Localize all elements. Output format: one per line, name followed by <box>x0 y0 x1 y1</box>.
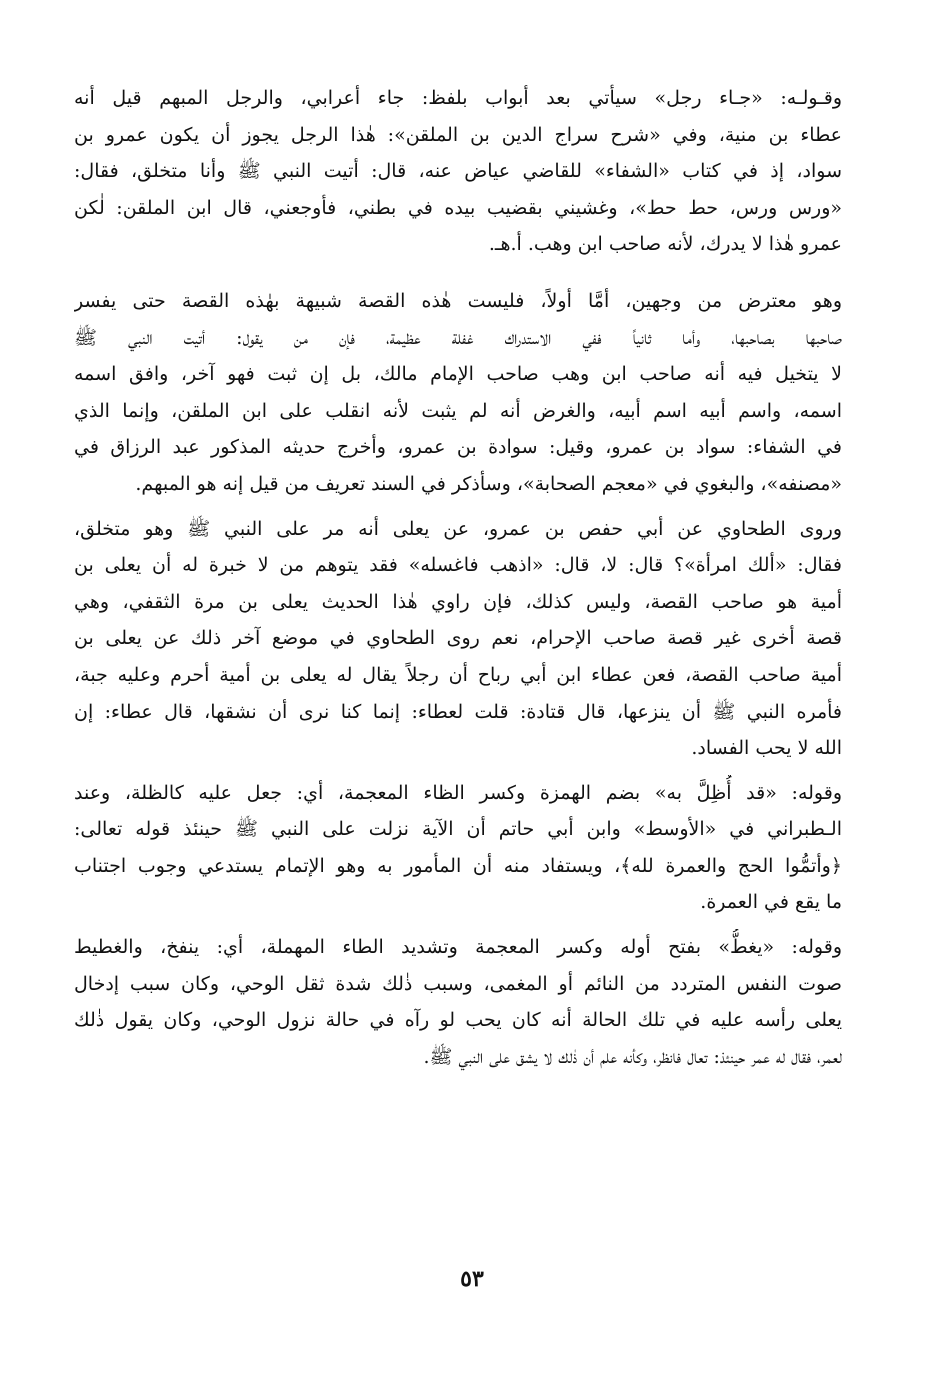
text-line: «مصنفه»، والبغوي في «معجم الصحابة»، وسأذكر في السند تعريف من قيل إنه هو المبهم. <box>135 472 842 495</box>
text-line: وقوله: «قد أُظِلَّ به» بضم الهمزة وكسر الظاء المعجمة، أي: جعل عليه كالظلة، وعند <box>74 781 842 804</box>
text-line: الله لا يحب الفساد. <box>691 737 842 760</box>
text-line: في الشفاء: سواد بن عمرو، وقيل: سوادة بن عمرو، وأخرج حديثه المذكور عبد الرزاق في <box>74 436 842 459</box>
paragraph-5 <box>74 929 842 1075</box>
paragraph-1 <box>74 80 842 263</box>
text-line: ما يقع في العمرة. <box>700 891 842 914</box>
text-line: سواد، إذ في كتاب «الشفاء» للقاضي عياض عنه، قال: أتيت النبي ﷺ وأنا متخلق، فقال: <box>74 160 842 183</box>
text-line: وقـولـه: «جـاء رجل» سيأتي بعد أبواب بلفظ: جاء أعرابي، والرجل المبهم قيل أنه <box>74 87 842 109</box>
paragraph-3 <box>74 511 842 767</box>
page-number: ٥٣ <box>460 1266 484 1292</box>
text-line: صوت النفس المتردد من النائم أو المغمى، وسبب ذٰلك شدة ثقل الوحي، وكان سبب إدخال <box>74 972 842 995</box>
text-line: لعمر، فقال له عمر حينئذ: تعال فانظر، وكأنه علم أن ذٰلك لا يشق على النبي ﷺ. <box>423 1045 842 1068</box>
paragraph-2 <box>74 283 842 503</box>
text-line: لا يتخيل فيه أنه صاحب ابن وهب صاحب الإمام مالك، بل إن ثبت فهو آخر، وافق اسمه <box>74 363 842 386</box>
text-line: فقال: «ألك امرأة»؟ قال: لا، قال: «اذهب فاغسله» فقد يتوهم من لا خبرة له أن يعلى بن <box>74 554 842 577</box>
text-line: اسمه، واسم أبيه اسم أبيه، والغرض أنه لم يثبت لأنه انقلب على ابن الملقن، وإنما الذي <box>74 399 842 422</box>
text-line: قصة أخرى غير قصة صاحب الإحرام، نعم روى الطحاوي في موضع آخر ذلك عن يعلى بن <box>74 627 842 650</box>
text-line: وروى الطحاوي عن أبي حفص بن عمرو، عن يعلى أنه مر على النبي ﷺ وهو متخلق، <box>74 517 842 540</box>
text-line: عمرو هٰذا لا يدرك، لأنه صاحب ابن وهب. أ.هـ. <box>488 233 842 256</box>
text-line: الـطبراني في «الأوسط» وابن أبي حاتم أن الآية نزلت على النبي ﷺ حينئذ قوله تعالى: <box>74 818 842 841</box>
text-line: «ورس ورس، حط حط»، وغشيني بقضيب بيده في بطني، فأوجعني، قال ابن الملقن: لٰكن <box>74 196 842 219</box>
text-line: أمية هو صاحب القصة، وليس كذلك، فإن راوي هٰذا الحديث يعلى بن مرة الثقفي، وهي <box>74 590 842 613</box>
text-line: وقوله: «يغطُّ» بفتح أوله وكسر المعجمة وتشديد الطاء المهملة، أي: ينفخ، والغطيط <box>74 936 842 959</box>
text-line: عطاء بن منية، وفي «شرح سراج الدين بن الملقن»: هٰذا الرجل يجوز أن يكون عمرو بن <box>74 123 842 146</box>
text-line: فأمره النبي ﷺ أن ينزعها، قال قتادة: قلت لعطاء: إنما كنا نرى أن نشقها، قال عطاء: إن <box>74 700 842 723</box>
text-line: وهو معترض من وجهين، أمَّا أولاً، فليست هٰذه القصة شبيهة بهٰذه القصة حتى يفسر <box>74 289 842 312</box>
text-line: صاحبها بصاحبها، وأما ثانياً ففي الاستدراك غفلة عظيمة، فإن من يقول: أتيت النبي ﷺ <box>74 326 842 349</box>
paragraph-4 <box>74 775 842 921</box>
document-page <box>74 80 842 1330</box>
text-line: ﴿وأتمُّوا الحج والعمرة لله﴾، ويستفاد منه أن المأمور به وهو الإتمام يستدعي وجوب اجتناب <box>74 854 842 877</box>
text-line: أمية صاحب القصة، فعن عطاء ابن أبي رباح أن رجلاً يقال له يعلى بن أمية أحرم وعليه جبة، <box>74 663 842 686</box>
text-line: يعلى رأسه عليه في تلك الحالة أنه كان يحب لو رآه في حالة نزول الوحي، وكان يقول ذٰلك <box>74 1009 842 1032</box>
